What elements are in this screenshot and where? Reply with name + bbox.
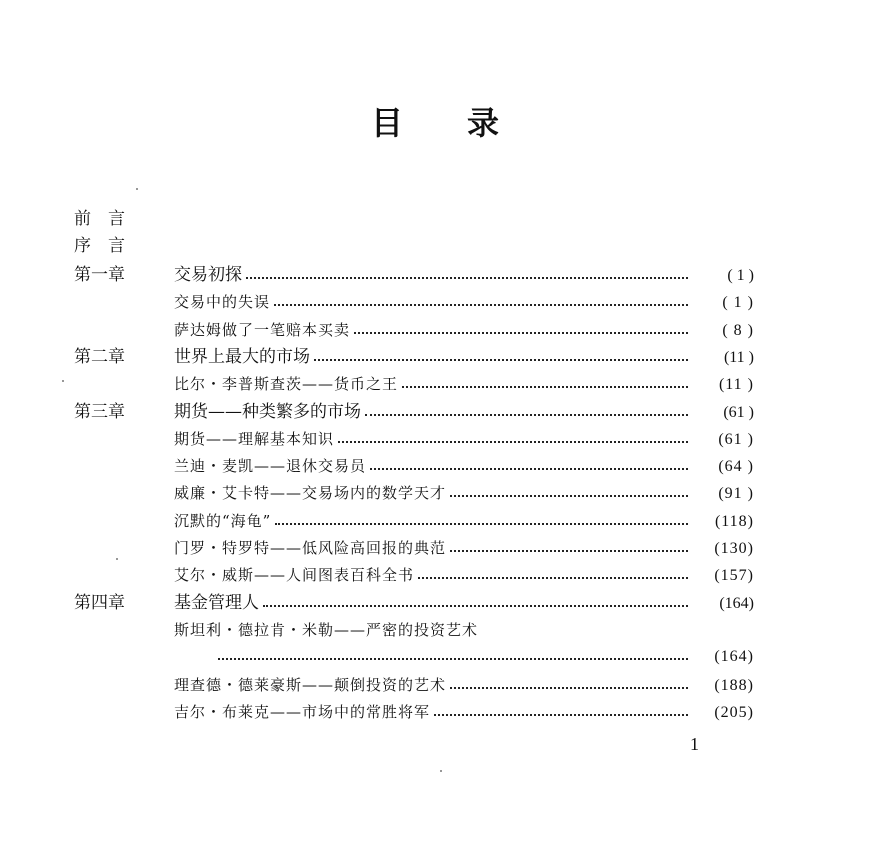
toc-page-number: (61 ) <box>718 431 754 448</box>
toc-entry-line <box>214 644 754 670</box>
toc-label: 前 言 <box>74 209 125 229</box>
toc-entry[interactable] <box>74 562 754 588</box>
toc-entry-title: 比尔・李普斯查茨——货币之王 <box>174 375 399 393</box>
toc-page-number: (130) <box>714 540 754 557</box>
toc-chapter-label: 第三章 <box>74 402 125 422</box>
scan-speck <box>440 770 442 772</box>
scan-speck <box>116 558 118 560</box>
leader-dots <box>365 414 688 416</box>
toc-entry[interactable] <box>74 699 754 725</box>
toc-entry-line <box>174 535 754 562</box>
toc-page-number: (11 ) <box>723 349 754 366</box>
toc-entry-line <box>174 508 754 535</box>
toc-entry-line <box>174 371 754 398</box>
leader-dots <box>418 577 688 579</box>
toc-front-preface[interactable] <box>74 206 754 232</box>
leader-dots <box>354 332 688 334</box>
leader-dots <box>450 687 688 689</box>
toc-entry[interactable] <box>74 371 754 397</box>
page-title <box>0 98 870 144</box>
toc-entry-line <box>174 399 754 426</box>
toc-entry-line <box>174 344 754 371</box>
toc-page-number: (164) <box>714 648 754 665</box>
toc-entry-title: 斯坦利・德拉肯・米勒——严密的投资艺术 <box>174 621 479 639</box>
toc-entry-title: 期货——种类繁多的市场 <box>174 402 361 422</box>
leader-dots <box>450 495 688 497</box>
toc-entry-title: 世界上最大的市场 <box>174 347 310 367</box>
toc-chapter-label: 第四章 <box>74 593 125 613</box>
toc-chapter-label: 第一章 <box>74 265 125 285</box>
toc-entry-title: 交易中的失误 <box>174 293 271 311</box>
toc-entry-title: 威廉・艾卡特——交易场内的数学天才 <box>174 484 447 502</box>
leader-dots <box>370 468 688 470</box>
toc-page-number: (11 ) <box>718 376 754 393</box>
toc-entry-title: 兰迪・麦凯——退休交易员 <box>174 457 367 475</box>
toc-entry-line <box>174 699 754 726</box>
toc-entry-line <box>174 617 754 643</box>
toc-entry[interactable] <box>74 262 754 288</box>
toc-entry[interactable] <box>74 672 754 698</box>
toc-entry-line <box>174 453 754 480</box>
toc-page-number: (64 ) <box>718 458 754 475</box>
toc-entry[interactable] <box>74 480 754 506</box>
leader-dots <box>314 359 688 361</box>
toc-page-number: (118) <box>714 513 754 530</box>
leader-dots <box>218 658 688 660</box>
scan-speck <box>136 188 138 190</box>
toc-entry-line <box>174 289 754 316</box>
leader-dots <box>450 550 688 552</box>
toc-entry[interactable] <box>74 426 754 452</box>
toc-entry-line <box>174 426 754 453</box>
toc-page-number: (91 ) <box>718 485 754 502</box>
toc-entry-title: 沉默的“海龟” <box>174 512 272 530</box>
toc-entry[interactable] <box>74 535 754 561</box>
toc-entry-title: 艾尔・威斯——人间图表百科全书 <box>174 566 415 584</box>
toc-entry-line <box>174 562 754 589</box>
leader-dots <box>434 714 688 716</box>
toc-entry[interactable] <box>74 289 754 315</box>
toc-page-number: (157) <box>714 567 754 584</box>
toc-entry-line <box>174 672 754 699</box>
page-number: 1 <box>690 734 699 754</box>
leader-dots <box>338 441 688 443</box>
toc-page-number: ( 8 ) <box>722 322 754 339</box>
toc-front-foreword[interactable] <box>74 233 754 259</box>
toc-label: 序 言 <box>74 236 125 256</box>
leader-dots <box>275 523 688 525</box>
toc-entry[interactable] <box>74 344 754 370</box>
toc-entry-title: 交易初探 <box>174 265 242 285</box>
toc-entry[interactable] <box>74 508 754 534</box>
toc-entry[interactable] <box>74 644 754 670</box>
toc-entry-title: 吉尔・布莱克——市场中的常胜将军 <box>174 703 431 721</box>
leader-dots <box>274 304 688 306</box>
toc-entry[interactable] <box>74 590 754 616</box>
toc-entry[interactable] <box>74 453 754 479</box>
title-char-1: 目 <box>370 104 403 142</box>
toc-chapter-label: 第二章 <box>74 347 125 367</box>
toc-entry[interactable] <box>74 399 754 425</box>
toc-page-number: ( 1 ) <box>722 294 754 311</box>
toc-page-number: (205) <box>714 704 754 721</box>
leader-dots <box>263 605 688 607</box>
scan-speck <box>62 380 64 382</box>
toc-entry[interactable] <box>74 317 754 343</box>
toc-page-number: (61 ) <box>723 404 754 421</box>
toc-page-number: (188) <box>714 677 754 694</box>
toc-page-number: (164) <box>719 595 754 612</box>
toc-entry-line <box>174 590 754 617</box>
toc-entry-title: 期货——理解基本知识 <box>174 430 335 448</box>
toc-entry[interactable] <box>74 617 754 643</box>
toc-entry-title: 门罗・特罗特——低风险高回报的典范 <box>174 539 447 557</box>
toc-entry-title: 基金管理人 <box>174 593 259 613</box>
toc-page-number: ( 1 ) <box>727 267 754 284</box>
toc-entry-line <box>174 480 754 507</box>
toc-entry-title: 萨达姆做了一笔赔本买卖 <box>174 321 351 339</box>
title-char-2: 录 <box>467 104 500 142</box>
leader-dots <box>246 277 688 279</box>
toc-entry-line <box>174 317 754 344</box>
toc-entry-line <box>174 262 754 289</box>
toc-entry-title: 理查德・德莱豪斯——颠倒投资的艺术 <box>174 676 447 694</box>
leader-dots <box>402 386 688 388</box>
